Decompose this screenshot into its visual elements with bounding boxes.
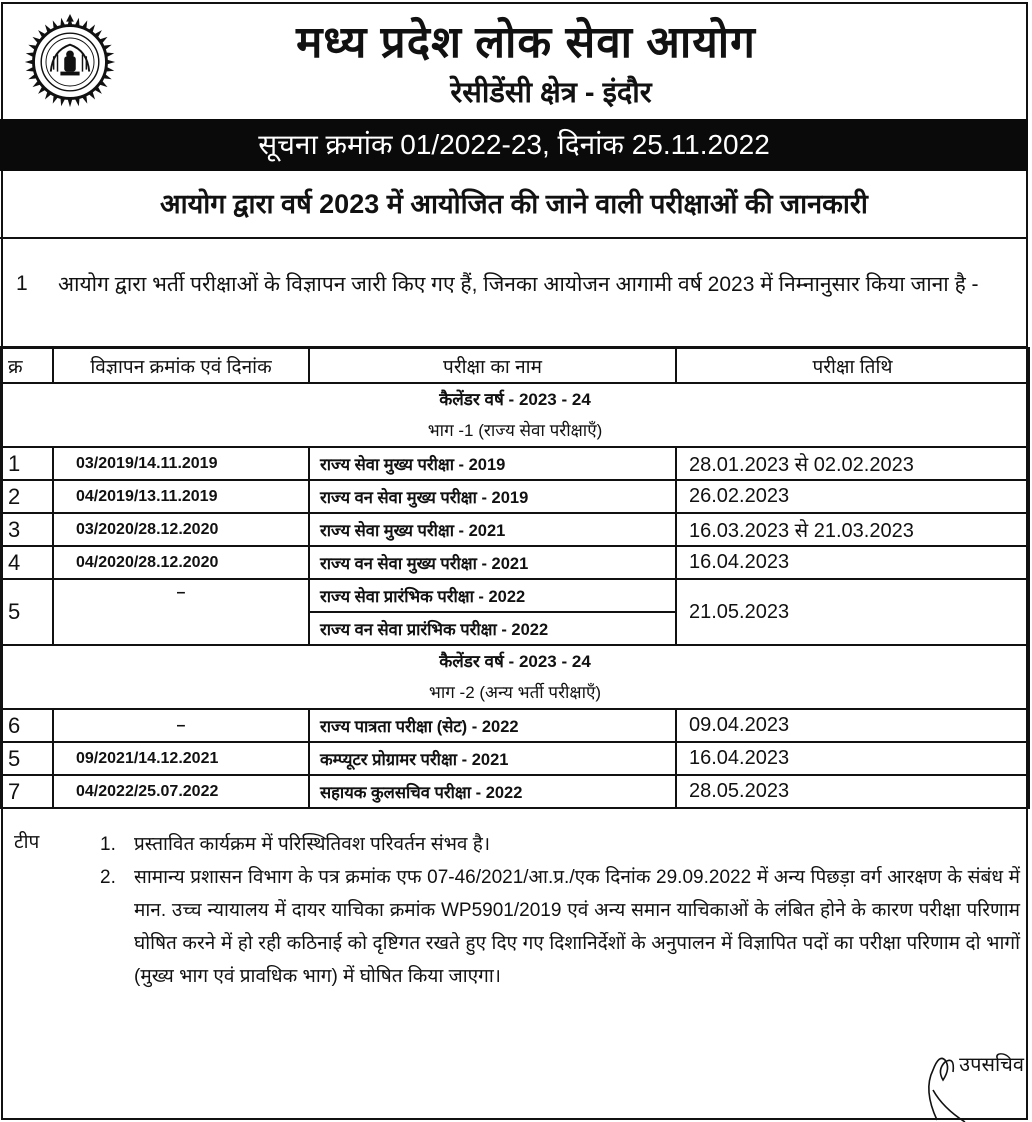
note-item [100,861,1020,993]
exam-date: 16.03.2023 से 21.03.2023 [676,513,1029,546]
serial-number: 7 [1,775,53,808]
serial-number: 4 [1,546,53,579]
column-header-serial: क्र [1,348,53,383]
table-row [1,480,1029,513]
exam-date: 21.05.2023 [676,579,1029,645]
column-header-advertisement: विज्ञापन क्रमांक एवं दिनांक [53,348,309,383]
exam-name: राज्य सेवा प्रारंभिक परीक्षा - 2022 [309,579,676,612]
note-number: 1. [100,834,116,855]
table-row [1,742,1029,775]
section-header [1,383,1029,447]
notes-list [100,828,1020,993]
serial-number: 5 [1,579,53,645]
exam-name: राज्य वन सेवा प्रारंभिक परीक्षा - 2022 [309,612,676,645]
table-row [1,546,1029,579]
exam-date: 26.02.2023 [676,480,1029,513]
advertisement-number: 04/2022/25.07.2022 [53,775,309,808]
exam-name: कम्प्यूटर प्रोग्रामर परीक्षा - 2021 [309,742,676,775]
exam-name: सहायक कुलसचिव परीक्षा - 2022 [309,775,676,808]
section-header-row [1,383,1029,447]
advertisement-number: 04/2019/13.11.2019 [53,480,309,513]
notice-number-band: सूचना क्रमांक 01/2022-23, दिनांक 25.11.2022 [0,119,1028,171]
notes-section [0,810,1028,1120]
advertisement-number: 04/2020/28.12.2020 [53,546,309,579]
signatory-designation: उपसचिव [959,1054,1024,1076]
column-header-exam-date: परीक्षा तिथि [676,348,1029,383]
note-item [100,828,1020,861]
serial-number: 5 [1,742,53,775]
office-location: रेसीडेंसी क्षेत्र - इंदौर [450,77,652,109]
exam-date: 16.04.2023 [676,742,1029,775]
advertisement-number: 03/2020/28.12.2020 [53,513,309,546]
notice-headline: आयोग द्वारा वर्ष 2023 में आयोजित की जाने वाली परीक्षाओं की जानकारी [0,171,1028,239]
exam-date: 09.04.2023 [676,709,1029,742]
advertisement-number: 09/2021/14.12.2021 [53,742,309,775]
notes-label: टीप [14,832,40,853]
exam-date: 28.01.2023 से 02.02.2023 [676,447,1029,480]
table-row [1,447,1029,480]
intro-text: आयोग द्वारा भर्ती परीक्षाओं के विज्ञापन जारी किए गए हैं, जिनका आयोजन आगामी वर्ष 2023 में निम्नानुसार किया जाना है - [58,273,979,296]
note-text: सामान्य प्रशासन विभाग के पत्र क्रमांक एफ 07-46/2021/आ.प्र./एक दिनांक 29.09.2022 में अन्य पिछड़ा वर्ग आरक्षण के संबंध में मान. उच्च न्यायालय में दायर याचिका क्रमांक WP5901/2019 एवं अन्य समान याचिकाओं के लंबित होने के कारण परीक्षा परिणाम घोषित करने में हो रही कठिनाई को दृष्टिगत रखते हुए दिए गए दिशानिर्देशों के अनुपालन में विज्ञापित पदों का परीक्षा परिणाम दो भागों (मुख्य भाग एवं प्रावधिक भाग) में घोषित किया जाएगा। [134,867,1020,987]
section-header [1,645,1029,709]
section-subtitle: भाग -1 (राज्य सेवा परीक्षाएँ) [427,421,603,440]
advertisement-number: 03/2019/14.11.2019 [53,447,309,480]
intro-paragraph [0,240,1028,348]
serial-number: 3 [1,513,53,546]
note-text: प्रस्तावित कार्यक्रम में परिस्थितिवश परिवर्तन संभव है। [134,834,491,855]
serial-number: 1 [1,447,53,480]
table-row [1,579,1029,612]
section-title: कैलेंडर वर्ष - 2023 - 24 [439,652,591,671]
section-title: कैलेंडर वर्ष - 2023 - 24 [439,390,591,409]
organization-name: मध्य प्रदेश लोक सेवा आयोग [296,18,756,67]
table-header-row [1,348,1029,383]
advertisement-number: – [53,709,309,742]
exam-name: राज्य वन सेवा मुख्य परीक्षा - 2021 [309,546,676,579]
exam-schedule-table [0,347,1030,809]
exam-date: 28.05.2023 [676,775,1029,808]
serial-number: 6 [1,709,53,742]
table-row [1,775,1029,808]
column-header-exam-name: परीक्षा का नाम [309,348,676,383]
section-header-row [1,645,1029,709]
exam-name: राज्य सेवा मुख्य परीक्षा - 2021 [309,513,676,546]
exam-date: 16.04.2023 [676,546,1029,579]
exam-name: राज्य सेवा मुख्य परीक्षा - 2019 [309,447,676,480]
section-subtitle: भाग -2 (अन्य भर्ती परीक्षाएँ) [428,683,602,702]
note-number: 2. [100,867,116,888]
advertisement-number: – [53,579,309,645]
exam-name: राज्य पात्रता परीक्षा (सेट) - 2022 [309,709,676,742]
exam-name: राज्य वन सेवा मुख्य परीक्षा - 2019 [309,480,676,513]
table-row [1,709,1029,742]
intro-number: 1 [16,272,28,295]
letterhead [0,0,1032,118]
serial-number: 2 [1,480,53,513]
table-row [1,513,1029,546]
